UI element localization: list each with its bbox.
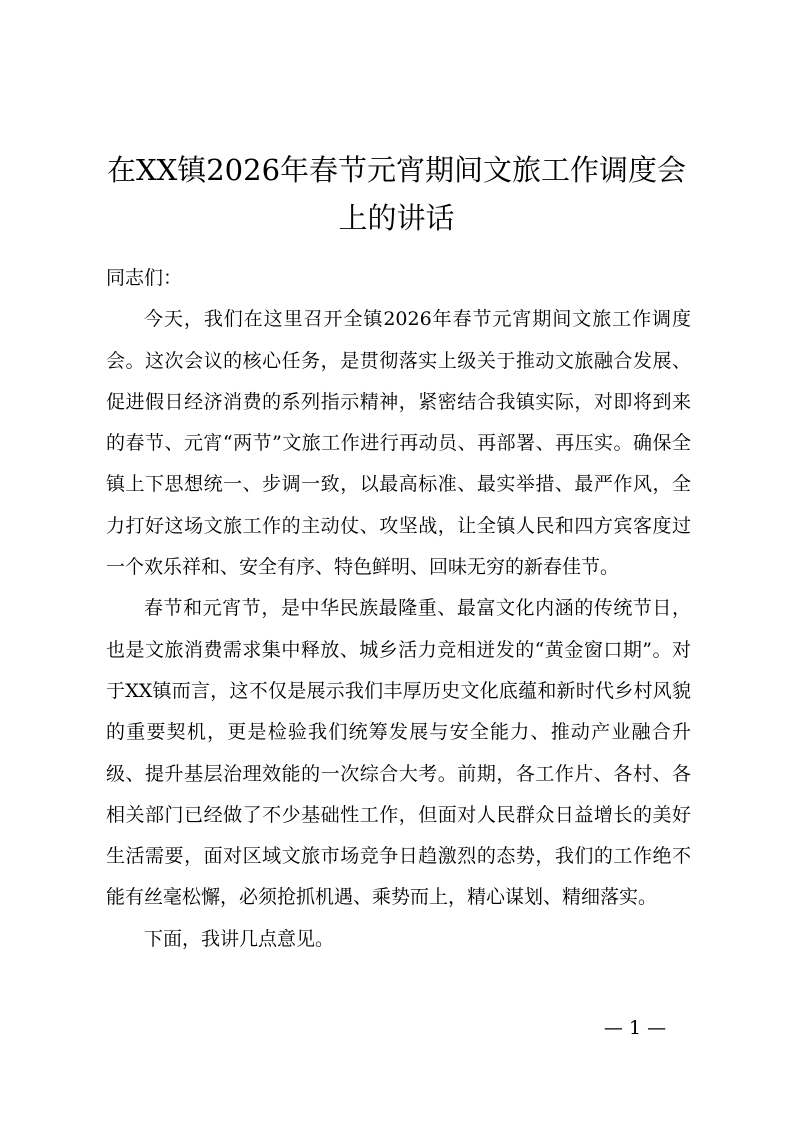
paragraph-2: 春节和元宵节，是中华民族最隆重、最富文化内涵的传统节日，也是文旅消费需求集中释放、城乡活力竞相迸发的“黄金窗口期”。对于XX镇而言，这不仅是展示我们丰厚历史文化底蕴和新时代乡村风貌的重要契机，更是检验我们统筹发展与安全能力、推动产业融合升级、提升基层治理效能的一次综合大考。前期，各工作片、各村、各相关部门已经做了不少基础性工作，但面对人民群众日益增长的美好生活需要，面对区域文旅市场竞争日趋激烈的态势，我们的工作绝不能有丝毫松懈，必须抢抓机遇、乘势而上，精心谋划、精细落实。 bbox=[106, 597, 691, 909]
title-line-2: 上的讲话 bbox=[338, 201, 455, 235]
salutation: 同志们： bbox=[106, 267, 183, 289]
document-body bbox=[106, 258, 691, 960]
page-number: — 1 — bbox=[603, 1017, 667, 1039]
paragraph-3: 下面，我讲几点意见。 bbox=[144, 927, 335, 950]
paragraph-1: 今天，我们在这里召开全镇2026年春节元宵期间文旅工作调度会。这次会议的核心任务，是贯彻落实上级关于推动文旅融合发展、促进假日经济消费的系列指示精神，紧密结合我镇实际，对即将到来的春节、元宵“两节”文旅工作进行再动员、再部署、再压实。确保全镇上下思想统一、步调一致，以最高标准、最实举措、最严作风，全力打好这场文旅工作的主动仗、攻坚战，让全镇人民和四方宾客度过一个欢乐祥和、安全有序、特色鲜明、回味无穷的新春佳节。 bbox=[106, 308, 691, 579]
document-title bbox=[90, 146, 703, 242]
title-line-1: 在XX镇2026年春节元宵期间文旅工作调度会 bbox=[106, 153, 687, 187]
